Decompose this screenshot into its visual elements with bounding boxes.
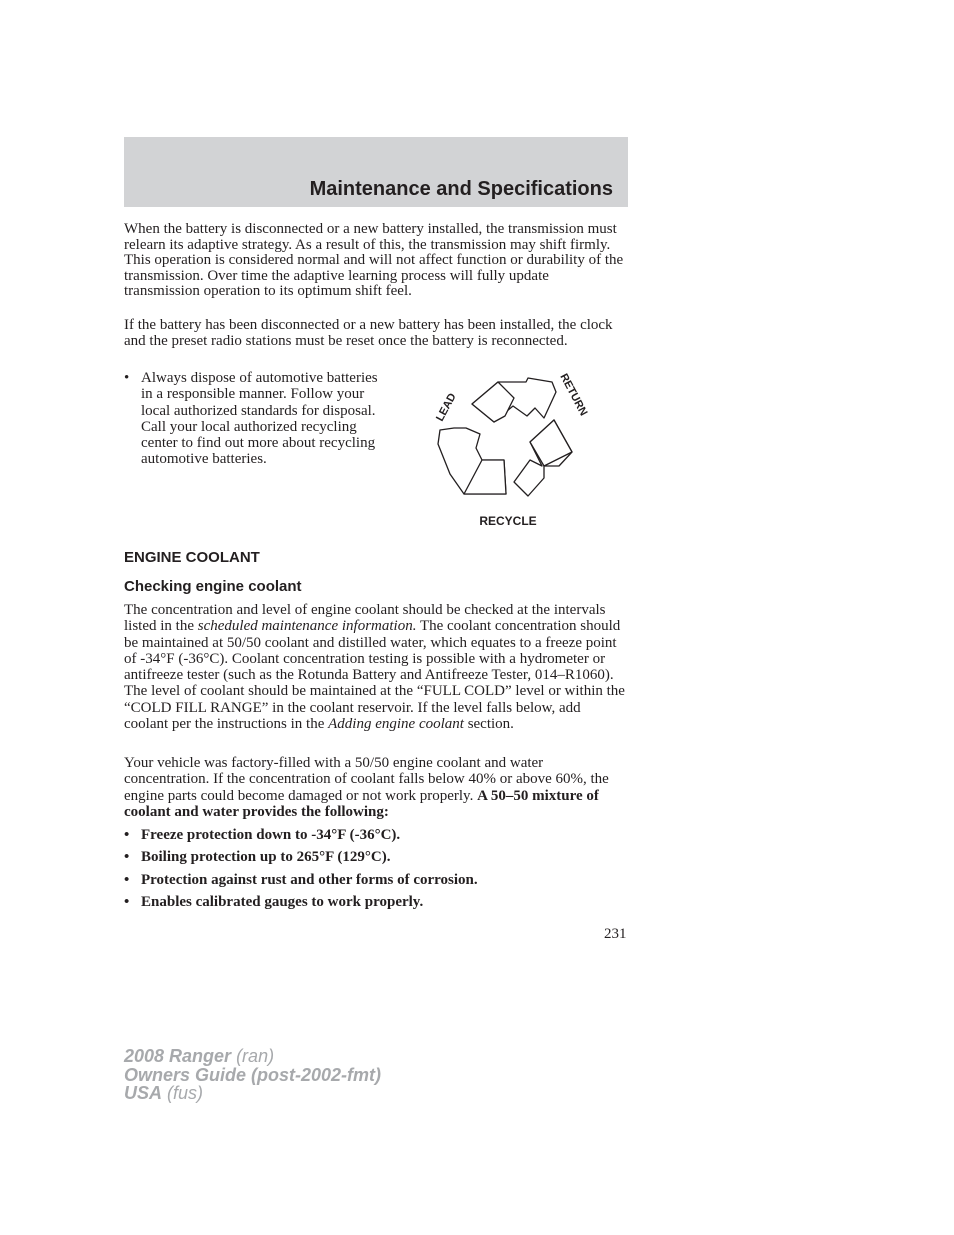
footer-line-3: USA (fus) xyxy=(124,1083,204,1103)
coolant-paragraph-2: Your vehicle was factory-filled with a 50/50 engine coolant and water concentration. If the concentration of coolant falls below 40% or above 60%, the engine parts could become damaged or not work properly. A 50–50 mixture of coolant and water provides the following: xyxy=(124,755,609,820)
section-header-bar xyxy=(124,137,628,207)
bullet-text: Always dispose of automotive batteries in a responsible manner. Follow your local authorized standards for disposal. Call your local authorized recycling center to find out more about recycling automotive batteries. xyxy=(141,370,378,468)
adding-coolant-reference: Adding engine coolant xyxy=(328,716,464,733)
document-footer xyxy=(124,1047,381,1103)
footer-line-2: Owners Guide (post-2002-fmt) xyxy=(124,1064,382,1085)
scheduled-maintenance-reference: scheduled maintenance information. xyxy=(197,618,417,635)
return-label: RETURN xyxy=(557,371,590,418)
bullet-icon: • xyxy=(124,849,130,865)
battery-paragraph-1: When the battery is disconnected or a new battery installed, the transmission must relearn its adaptive strategy. As a result of this, the transmission may shift firmly. This operation is considered normal and will not affect function or durability of the transmission. Over time the adaptive learning process will fully update transmission operation to its optimum shift feel. xyxy=(124,221,624,299)
lead-label: LEAD xyxy=(434,391,459,424)
battery-paragraph-2: If the battery has been disconnected or a new battery has been installed, the clock and the preset radio stations must be reset once the battery is reconnected. xyxy=(124,317,613,349)
section-title: Maintenance and Specifications xyxy=(309,178,613,200)
bullet-icon: • xyxy=(124,872,130,888)
coolant-paragraph-1: The concentration and level of engine coolant should be checked at the intervals listed in the scheduled maintenance information. The coolant concentration should be maintained at 50/50 coolant and distilled water, which equates to a freeze point of -34°F (-36°C). Coolant concentration testing is possible with a hydrometer or antifreeze tester (such as the Rotunda Battery and Antifreeze Tester, 014–R1060). The level of coolant should be maintained at the “FULL COLD” level or within the “COLD FILL RANGE” in the coolant reservoir. If the level falls below, add coolant per the instructions in the Adding engine coolant section. xyxy=(124,602,625,733)
recycle-label: RECYCLE xyxy=(479,514,537,528)
footer-line-1: 2008 Ranger (ran) xyxy=(124,1046,275,1066)
bullet-icon: • xyxy=(124,827,130,843)
bullet-icon: • xyxy=(124,894,130,910)
lead-recycle-icon xyxy=(410,370,610,535)
checking-coolant-subheading: Checking engine coolant xyxy=(124,578,302,595)
bullet-icon: • xyxy=(124,370,130,386)
engine-coolant-heading: ENGINE COOLANT xyxy=(124,549,260,566)
page-number: 231 xyxy=(604,926,627,942)
